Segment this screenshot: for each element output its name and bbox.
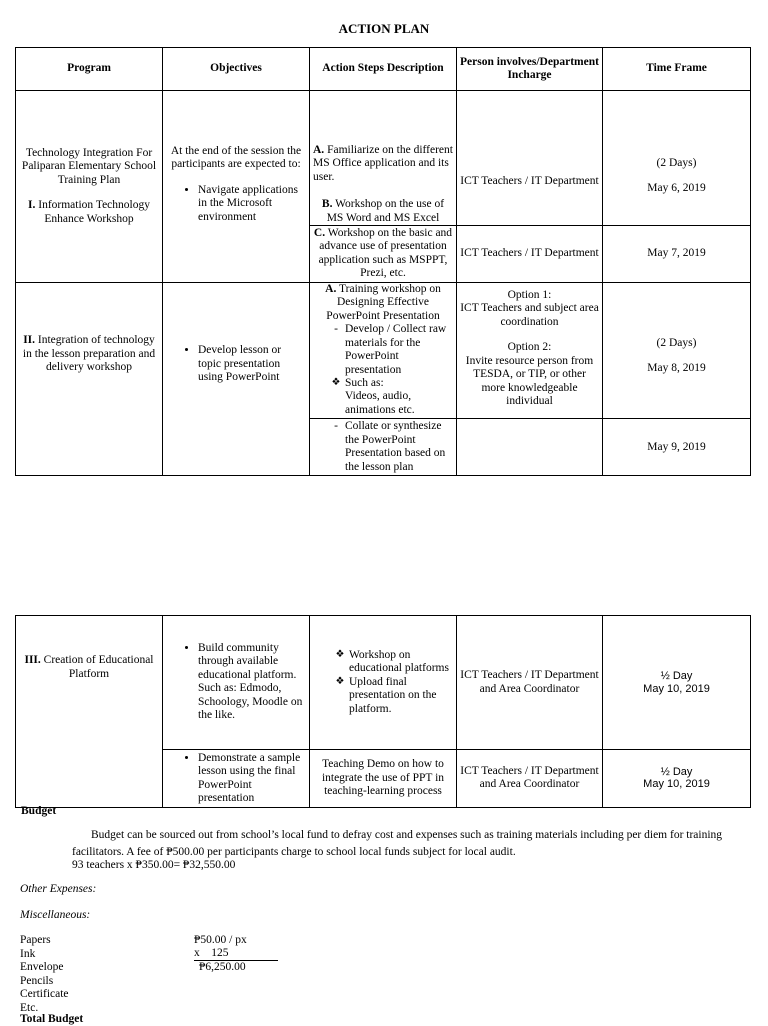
objective-intro: At the end of the session the participants are expected to:	[170, 145, 302, 171]
expense-item: Envelope	[20, 961, 64, 973]
time-cell	[603, 616, 751, 750]
objective-cell	[163, 282, 310, 475]
program-title: Technology Integration For Paliparan Elementary School Training Plan	[21, 146, 157, 186]
objective-bullet: • Navigate applications in the Microsoft environment	[198, 184, 306, 224]
action-cell	[310, 226, 457, 283]
person-cell: ICT Teachers / IT Department and Area Coordinator	[457, 616, 603, 750]
total-budget-label: Total Budget	[20, 1013, 84, 1025]
page-title: ACTION PLAN	[338, 21, 430, 36]
step-text: Develop / Collect raw materials for the PowerPoint presentation	[345, 323, 447, 376]
program-name: Creation of Educational Platform	[43, 654, 154, 680]
time-duration: ½ Day	[660, 669, 693, 682]
dash-marker: -	[334, 323, 338, 336]
other-expenses-label: Other Expenses:	[20, 883, 97, 895]
objective-cell	[163, 750, 310, 808]
action-cell	[310, 419, 457, 476]
step-number: B.	[321, 198, 333, 211]
step-text: Workshop on the use of MS Word and MS Excel	[326, 198, 445, 224]
header-objectives: Objectives	[163, 48, 310, 91]
objective-cell	[163, 91, 310, 283]
step-text: Workshop on the basic and advance use of presentation application such as MSPPT, Prezi, etc.	[318, 227, 453, 280]
budget-calculation: 93 teachers x ₱350.00= ₱32,550.00	[72, 859, 236, 871]
budget-paragraph-line1: Budget can be sourced out from school’s local fund to defray cost and expenses such as training materials including per diem for training	[91, 829, 723, 841]
program-number: III.	[24, 654, 41, 667]
expense-item: Certificate	[20, 988, 69, 1000]
step-text: Videos, audio, animations etc.	[345, 390, 415, 416]
objective-bullet: • Demonstrate a sample lesson using the final PowerPoint presentation	[198, 752, 306, 806]
expense-item: Etc.	[20, 1001, 39, 1014]
action-plan-table	[15, 47, 751, 476]
diamond-bullet-icon: ❖	[331, 376, 341, 388]
objective-bullet: • Build community through available educational platform. Such as: Edmodo, Schoology, Moodle on the like.	[198, 642, 306, 723]
miscellaneous-label: Miscellaneous:	[20, 909, 91, 921]
step-number: A.	[325, 282, 337, 295]
action-cell	[310, 282, 457, 419]
objective-cell	[163, 616, 310, 750]
table-row	[16, 91, 751, 226]
time-duration: (2 Days)	[656, 157, 697, 169]
table-row	[16, 616, 751, 750]
dash-marker: -	[334, 420, 338, 433]
header-time: Time Frame	[603, 48, 751, 91]
action-cell: Teaching Demo on how to integrate the use of PPT in teaching-learning process	[310, 750, 457, 808]
expense-items-list	[20, 934, 69, 1015]
time-date: May 8, 2019	[647, 362, 706, 375]
time-date: May 10, 2019	[643, 778, 710, 791]
program-cell	[16, 91, 163, 283]
step-number: C.	[313, 227, 326, 239]
step-text: Workshop on educational platforms	[349, 648, 449, 675]
step-text: Familiarize on the different MS Office application and its user.	[313, 143, 453, 183]
option-text: ICT Teachers and subject area coordination	[460, 302, 599, 328]
action-cell	[310, 91, 457, 226]
step-text: Collate or synthesize the PowerPoint Presentation based on the lesson plan	[345, 420, 446, 473]
person-cell	[457, 282, 603, 419]
person-cell: ICT Teachers / IT Department	[457, 91, 603, 226]
program-cell	[16, 616, 163, 808]
option-text: Invite resource person from TESDA, or TIP, or other more knowledgeable individual	[465, 354, 594, 407]
option-label: Option 1:	[507, 288, 552, 301]
program-number: II.	[23, 334, 36, 347]
time-duration: (2 Days)	[656, 336, 697, 349]
time-date: May 6, 2019	[647, 182, 706, 195]
expense-total: ₱6,250.00	[199, 961, 246, 973]
time-cell	[603, 282, 751, 419]
program-name: Information Technology Enhance Workshop	[38, 199, 150, 225]
time-cell: May 7, 2019	[603, 226, 751, 283]
option-label: Option 2:	[507, 341, 552, 354]
time-date: May 10, 2019	[643, 682, 710, 695]
table-header-row	[16, 48, 751, 91]
action-plan-table-continued	[15, 615, 751, 808]
expense-item: Papers	[20, 934, 51, 946]
expense-quantity: x 125	[194, 947, 278, 961]
table-row	[16, 282, 751, 419]
diamond-bullet-icon: ❖	[335, 648, 345, 660]
header-actions: Action Steps Description	[310, 48, 457, 91]
budget-paragraph-line2: facilitators. A fee of ₱500.00 per participants charge to school local funds subject for local audit.	[72, 846, 516, 858]
expense-item: Pencils	[20, 974, 54, 987]
diamond-bullet-icon: ❖	[335, 675, 345, 687]
step-text: Such as:	[345, 376, 384, 389]
person-cell	[457, 419, 603, 476]
program-number: I.	[28, 199, 36, 212]
time-cell: May 9, 2019	[603, 419, 751, 476]
program-cell	[16, 282, 163, 475]
step-number: A.	[313, 143, 325, 156]
time-cell	[603, 91, 751, 226]
objective-bullet: • Develop lesson or topic presentation using PowerPoint	[198, 344, 306, 384]
expense-item: Ink	[20, 947, 36, 960]
person-cell: ICT Teachers / IT Department and Area Coordinator	[457, 750, 603, 808]
person-cell: ICT Teachers / IT Department	[457, 226, 603, 283]
header-program: Program	[16, 48, 163, 91]
action-cell	[310, 616, 457, 750]
header-person: Person involves/Department Incharge	[457, 48, 603, 91]
time-cell	[603, 750, 751, 808]
step-text: Training workshop on Designing Effective PowerPoint Presentation	[326, 282, 441, 322]
step-text: Upload final presentation on the platform.	[349, 675, 437, 715]
expense-price: ₱50.00 / px	[194, 934, 247, 946]
budget-heading: Budget	[21, 805, 57, 817]
program-name: Integration of technology in the lesson preparation and delivery workshop	[22, 334, 156, 374]
time-duration: ½ Day	[660, 765, 693, 778]
